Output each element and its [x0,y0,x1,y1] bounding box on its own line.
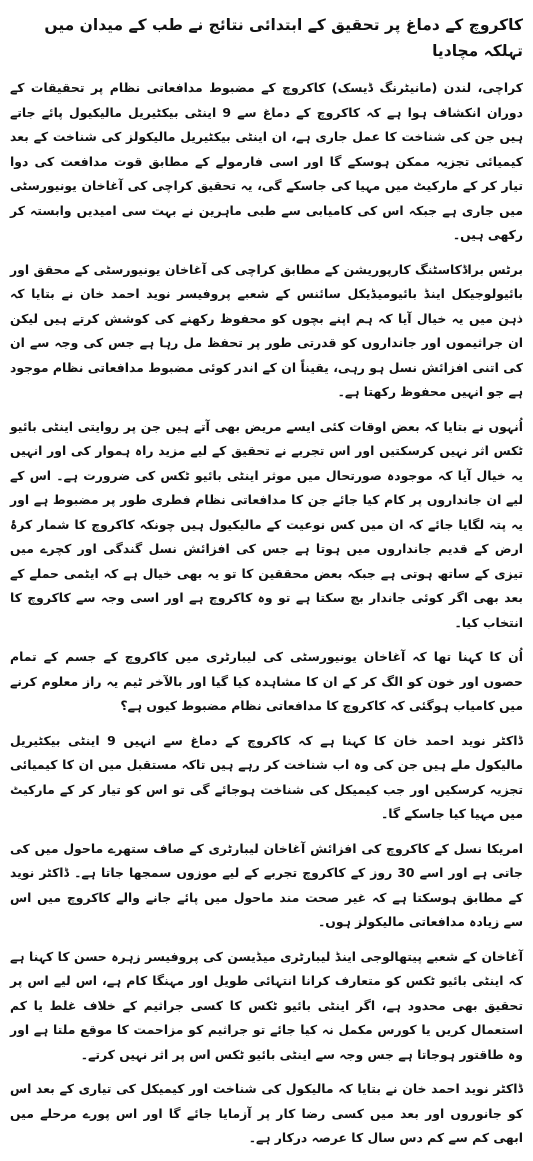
article-headline: کاکروچ کے دماغ پر تحقیق کے ابتدائی نتائج نے طب کے میدان میں تہلکہ مچادیا [44,16,523,60]
article-paragraph-1: کراچی، لندن (مانیٹرنگ ڈیسک) کاکروچ کے مضبوط مدافعاتی نظام پر تحقیقات کے دوران انکشاف ہوا ہے کہ کاکروچ کے دماغ سے 9 اینٹی بیکٹیریل مالیکیول پائے جاتے ہیں جن کی شناخت کا عمل جاری ہے، ان اینٹی بیکٹیریل مالیکولز کی شناخت کے بعد کیمیائی تجزیہ ممکن ہوسکے گا اور اسی فارمولے کے مطابق قوت مدافعت کی دوا تیار کر کے مارکیٹ میں مہیا کی جاسکے گی، یہ تحقیق کراچی کی آغاخان یونیورسٹی میں جاری ہے جبکہ اس کی کامیابی سے طبی ماہرین نے بہت سی امیدیں وابستہ کر رکھی ہیں۔ [10,80,523,242]
news-article [10,12,523,1161]
article-paragraph-7: آغاخان کے شعبے پیتھالوجی اینڈ لیبارٹری میڈیسن کی پروفیسر زہرہ حسن کا کہنا ہے کہ اینٹی بائیو ٹکس کو متعارف کرانا انتہائی طویل اور مہنگا کام ہے، اس لیے اس پر تحقیق بھی محدود ہے، اگر اینٹی بائیو ٹکس کا کسی جراثیم کے خلاف غلط یا کم استعمال کریں یا کورس مکمل نہ کیا جائے تو جراثیم کو مزاحمت کا موقع ملتا ہے اور وہ طاقتور ہوجاتا ہے جس وجہ سے اینٹی بائیو ٹکس اس پر اثر نہیں کرتے۔ [10,948,523,1062]
article-paragraph-3: اُنہوں نے بتایا کہ بعض اوقات کئی ایسے مریض بھی آتے ہیں جن پر روایتی اینٹی بائیو ٹکس اثر نہیں کرسکتیں اور اس تجربے نے تحقیق کے لیے مزید راہ ہموار کی اور انہیں یہ خیال آیا کہ موجودہ صورتحال میں موثر اینٹی بائیو ٹکس کی ضرورت ہے۔ اس کے لیے ان جانداروں پر کام کیا جائے جن کا مدافعاتی نظام فطری طور پر مضبوط ہے اور یہ پتہ لگایا جائے کہ ان میں کس نوعیت کے مالیکیول ہیں چونکہ کاکروچ کا شمار کرۂ ارض کے قدیم جانداروں میں ہوتا ہے جس کی افزائش نسل گندگی اور کچرے میں تیزی کے ساتھ ہوتی ہے جبکہ بعض محققین کا تو یہ بھی خیال ہے کہ ایٹمی حملے کے بعد بھی اگر کوئی جاندار بچ سکتا ہے تو وہ کاکروچ ہے اور اسی وجہ سے کاکروچ کا انتخاب کیا۔ [10,418,523,630]
article-paragraph-4: اُن کا کہنا تھا کہ آغاخان یونیورسٹی کی لیبارٹری میں کاکروچ کے جسم کے تمام حصوں اور خون کو الگ کر کے ان کا مشاہدہ کیا گیا اور بالآخر ٹیم یہ راز معلوم کرنے میں کامیاب ہوگئی کہ کاکروچ کا مدافعاتی نظام مضبوط کیوں ہے؟ [10,649,523,713]
article-paragraph-6: امریکا نسل کے کاکروچ کی افزائش آغاخان لیبارٹری کے صاف ستھرے ماحول میں کی جاتی ہے اور اسے 30 روز کے کاکروچ تجربے کے لیے موزوں سمجھا جاتا ہے۔ ڈاکٹر نوید کے مطابق ہوسکتا ہے کہ غیر صحت مند ماحول میں پائے جانے والے کاکروچ میں اس سے زیادہ مدافعاتی مالیکولز ہوں۔ [10,840,523,929]
article-paragraph-5: ڈاکٹر نوید احمد خان کا کہنا ہے کہ کاکروچ کے دماغ سے انہیں 9 اینٹی بیکٹیریل مالیکول ملے ہیں جن کی وہ اب شناخت کر رہے ہیں تاکہ مستقبل میں ان کا کیمیائی تجزیہ کرسکیں اور جب کیمیکل کی شناخت ہوجائے گی تو اس کو تیار کر کے مارکیٹ میں مہیا کیا جاسکے گا۔ [10,732,523,821]
article-paragraph-2: برٹس براڈکاسٹنگ کارپوریشن کے مطابق کراچی کی آغاخان یونیورسٹی کے محقق اور بائیولوجیکل اینڈ بائیومیڈیکل سائنس کے شعبے پروفیسر نوید احمد خان نے بتایا کہ ذہن میں یہ خیال آیا کہ ہم اپنے بچوں کو محفوظ رکھنے کی کوشش کرتے ہیں لیکن ان جراثیموں اور جانداروں کو قدرتی طور پر تحفظ مل رہا ہے جس کی وجہ سے ان کی اتنی افزائش نسل ہو رہی، یقیناً ان کے اندر کوئی مضبوط مدافعاتی نظام موجود ہے جو انہیں محفوظ رکھتا ہے۔ [10,261,523,399]
article-paragraph-8: ڈاکٹر نوید احمد خان نے بتایا کہ مالیکول کی شناخت اور کیمیکل کی تیاری کے بعد اس کو جانوروں اور بعد میں کسی رضا کار پر آزمایا جائے گا اور اس پورے مرحلے میں ابھی کم سے کم دس سال کا عرصہ درکار ہے۔ [10,1081,523,1145]
